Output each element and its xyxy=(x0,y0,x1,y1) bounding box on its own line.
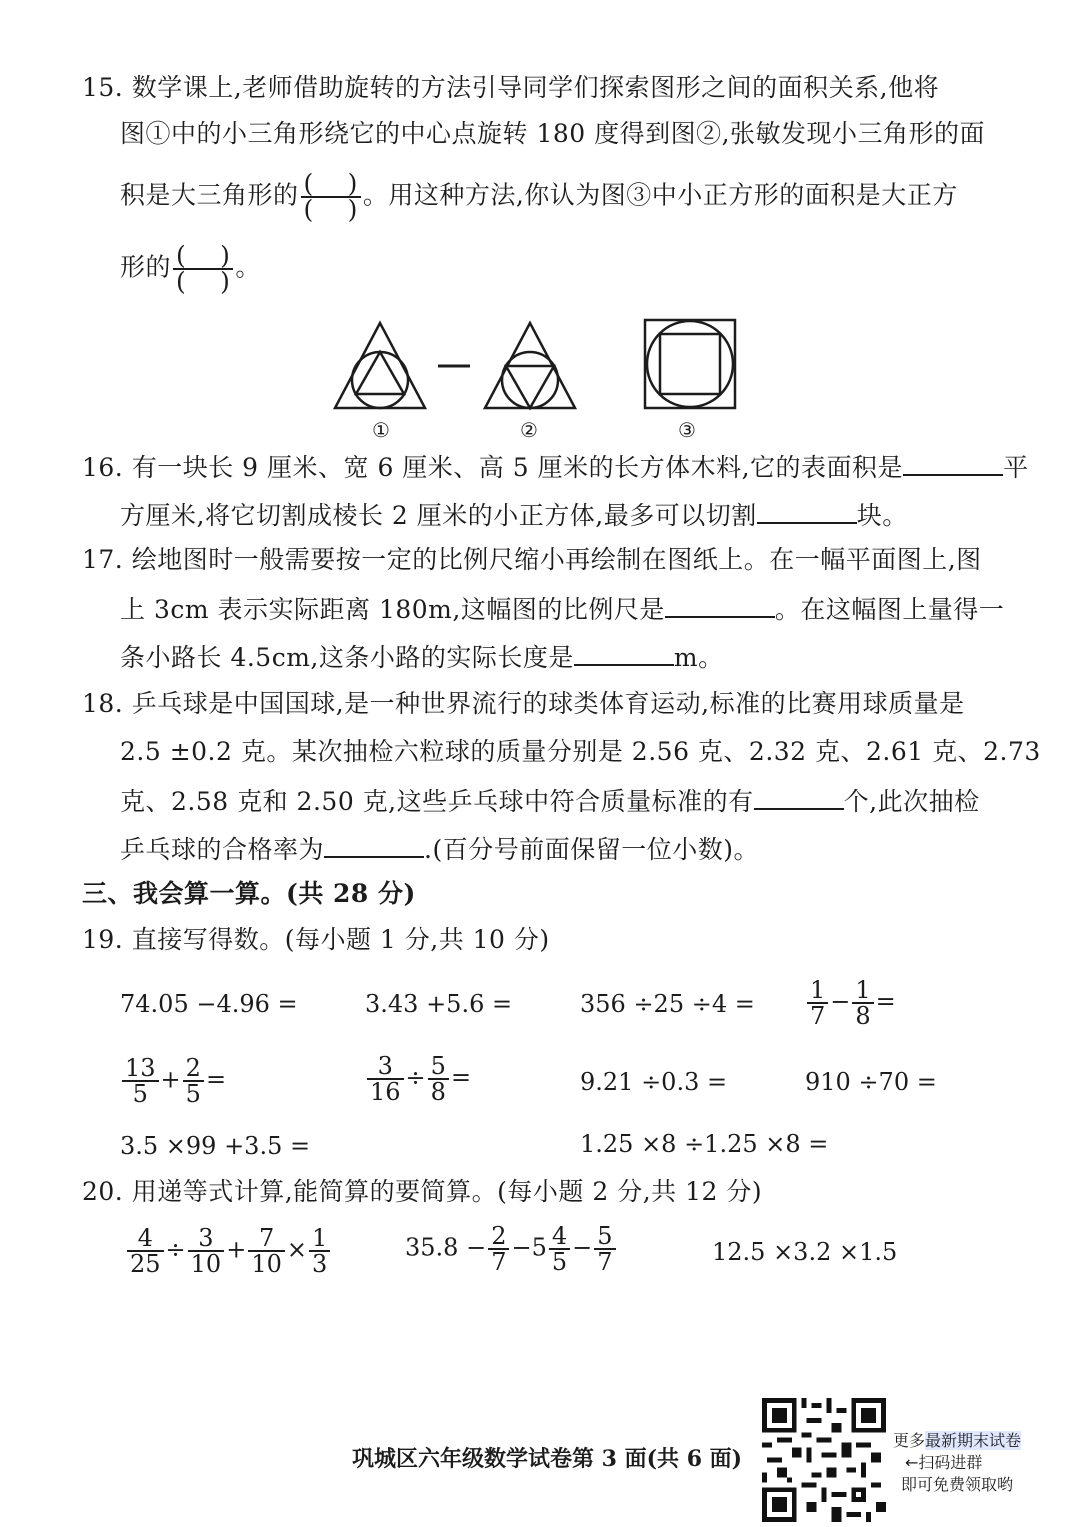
q15-line3 xyxy=(120,169,958,224)
figure-3-square-circle xyxy=(645,320,735,408)
q17-text: 。在这幅图上量得一 xyxy=(774,595,1005,624)
promo-line-3: 即可免费领取哟 xyxy=(901,1475,1014,1494)
figure-label-2: ② xyxy=(520,418,539,442)
scale-blank[interactable] xyxy=(665,592,775,618)
q17-line2 xyxy=(120,592,1004,626)
q19-item-5: $\frac{13}{5}$ + $\frac{2}{5}$ = xyxy=(120,1056,226,1106)
figure-1-triangle-circle xyxy=(335,323,425,408)
q18-line3 xyxy=(120,784,980,818)
q17-line1: 17. 绘地图时一般需要按一定的比例尺缩小再绘制在图纸上。在一幅平面图上,图 xyxy=(82,545,982,574)
q19-item-10: 1.25 ×8 ÷1.25 ×8 = xyxy=(580,1130,829,1158)
pass-rate-blank[interactable] xyxy=(324,832,424,858)
qr-code-icon xyxy=(762,1398,886,1522)
q15-text: 。用这种方法,你认为图③中小正方形的面积是大正方 xyxy=(362,180,958,210)
actual-length-blank[interactable] xyxy=(574,640,674,666)
q15-line4 xyxy=(120,241,261,296)
q18-line4 xyxy=(120,832,759,866)
q20-expr-3: 12.5 ×3.2 ×1.5 xyxy=(712,1238,898,1266)
q19-item-8: 910 ÷70 = xyxy=(805,1068,937,1096)
q15-text: 。 xyxy=(235,252,261,282)
q15-text: 形的 xyxy=(120,252,172,282)
q20-expr-2: 35.8 − $\frac{2}{7}$ −5 $\frac{4}{5}$ − $\frac{5}{7}$ xyxy=(405,1224,618,1274)
page-footer: 巩城区六年级数学试卷第 3 面(共 6 面) xyxy=(352,1446,743,1472)
q15-text: 积是大三角形的 xyxy=(120,180,299,210)
q19-item-2: 3.43 +5.6 = xyxy=(365,990,513,1018)
q18-text: 个,此次抽检 xyxy=(843,787,980,816)
q19-item-3: 356 ÷25 ÷4 = xyxy=(580,990,755,1018)
q18-line1: 18. 乒乓球是中国国球,是一种世界流行的球类体育运动,标准的比赛用球质量是 xyxy=(82,689,965,718)
cube-count-blank[interactable] xyxy=(757,498,857,524)
q15-line2: 图①中的小三角形绕它的中心点旋转 180 度得到图②,张敏发现小三角形的面 xyxy=(120,119,986,148)
q16-line1 xyxy=(82,450,1029,484)
q20-title: 20. 用递等式计算,能简算的要简算。(每小题 2 分,共 12 分) xyxy=(82,1177,763,1206)
q19-item-4: $\frac{1}{7}$ − $\frac{1}{8}$ = xyxy=(805,978,896,1028)
q16-text: 方厘米,将它切割成棱长 2 厘米的小正方体,最多可以切割 xyxy=(120,501,757,530)
q18-text: 乒乓球的合格率为 xyxy=(120,835,325,864)
surface-area-blank[interactable] xyxy=(903,450,1003,476)
q17-text: m。 xyxy=(673,643,724,672)
q20-expr-1: $\frac{4}{25}$ ÷ $\frac{3}{10}$ + $\frac{7}{10}$ × $\frac{1}{3}$ xyxy=(125,1226,332,1276)
section-heading: 三、我会算一算。(共 28 分) xyxy=(82,879,416,908)
q17-line3 xyxy=(120,640,724,674)
q17-text: 上 3cm 表示实际距离 180m,这幅图的比例尺是 xyxy=(120,595,665,624)
promo-line-1: 更多最新期末试卷 xyxy=(893,1431,1022,1450)
figure-2-rotated-triangle xyxy=(485,323,575,408)
q16-text: 16. 有一块长 9 厘米、宽 6 厘米、高 5 厘米的长方体木料,它的表面积是 xyxy=(82,453,904,482)
figure-label-3: ③ xyxy=(678,418,697,442)
promo-text xyxy=(893,1430,1021,1496)
q19-item-1: 74.05 −4.96 = xyxy=(120,990,298,1018)
q16-text: 平 xyxy=(1003,453,1029,482)
q19-item-9: 3.5 ×99 +3.5 = xyxy=(120,1132,311,1160)
q16-line2 xyxy=(120,498,908,532)
q19-item-6: $\frac{3}{16}$ ÷ $\frac{5}{8}$ = xyxy=(365,1054,471,1104)
q19-title: 19. 直接写得数。(每小题 1 分,共 10 分) xyxy=(82,925,550,954)
q16-text: 块。 xyxy=(856,501,908,530)
answer-fraction-blank[interactable]: $\frac{( )}{( )}$ xyxy=(173,244,233,294)
q19-item-7: 9.21 ÷0.3 = xyxy=(580,1068,728,1096)
figure-label-1: ① xyxy=(372,418,391,442)
q18-line2: 2.5 ±0.2 克。某次抽检六粒球的质量分别是 2.56 克、2.32 克、2.61 克、2.73 xyxy=(120,737,1041,766)
q17-text: 条小路长 4.5cm,这条小路的实际长度是 xyxy=(120,643,574,672)
q18-text: 克、2.58 克和 2.50 克,这些乒乓球中符合质量标准的有 xyxy=(120,787,754,816)
answer-fraction-blank[interactable]: $\frac{( )}{( )}$ xyxy=(301,172,361,222)
qualified-count-blank[interactable] xyxy=(754,784,844,810)
q15-line1: 15. 数学课上,老师借助旋转的方法引导同学们探索图形之间的面积关系,他将 xyxy=(82,73,940,102)
promo-line-2: ←扫码进群 xyxy=(905,1453,983,1472)
q18-text: .(百分号前面保留一位小数)。 xyxy=(424,835,759,864)
